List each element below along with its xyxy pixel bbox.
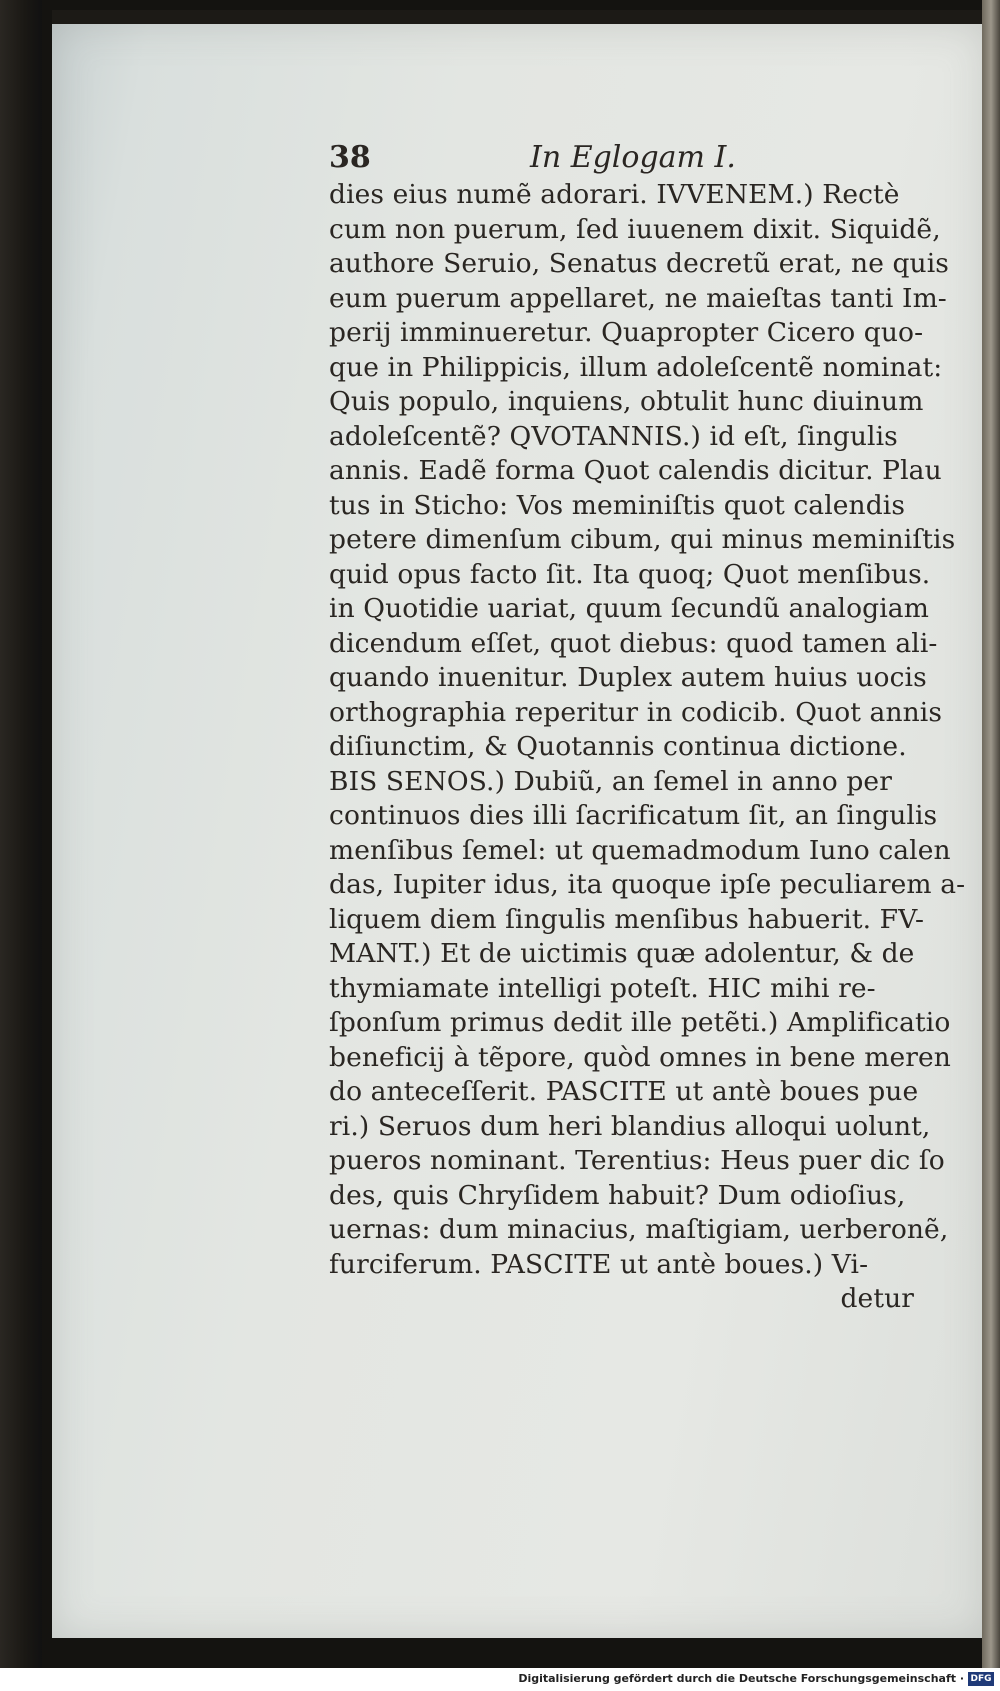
text-line: petere dimenſum cibum, qui minus meminiſtis bbox=[329, 524, 956, 555]
text-line: pueros nominant. Terentius: Heus puer dic ſo bbox=[329, 1145, 945, 1176]
page-header bbox=[277, 138, 937, 178]
text-line: eum puerum appellaret, ne maieſtas tanti Im- bbox=[329, 282, 947, 314]
text-line: cum non puerum, ſed iuuenem dixit. Siquidẽ, bbox=[329, 213, 941, 245]
text-line: diſiunctim, & Quotannis continua dictione. bbox=[329, 731, 907, 762]
text-line: BIS SENOS.) Dubiũ, an ſemel in anno per bbox=[329, 765, 892, 797]
text-line: perij imminueretur. Quapropter Cicero quo- bbox=[329, 317, 924, 348]
dfg-logo: DFG bbox=[968, 1672, 994, 1686]
text-line: adoleſcentẽ? QVOTANNIS.) id eſt, ſingulis bbox=[329, 420, 898, 452]
page-text-block bbox=[277, 138, 966, 1317]
text-line: tus in Sticho: Vos meminiſtis quot calendis bbox=[329, 489, 906, 521]
text-line: Quis populo, inquiens, obtulit hunc diuinum bbox=[329, 386, 924, 417]
text-line: que in Philippicis, illum adoleſcentẽ nominat: bbox=[329, 351, 943, 383]
funding-credit: Digitalisierung gefördert durch die Deutsche Forschungsgemeinschaft · bbox=[518, 1672, 964, 1685]
text-line: menſibus ſemel: ut quemadmodum Iuno calen bbox=[329, 834, 951, 866]
text-line: continuos dies illi ſacrificatum ſit, an ſingulis bbox=[329, 800, 938, 831]
catchword: detur bbox=[840, 1283, 914, 1314]
text-line: dies eius numẽ adorari. IVVENEM.) Rectè bbox=[329, 179, 900, 210]
body-text bbox=[277, 178, 966, 1317]
text-line: das, Iupiter idus, ita quoque ipſe peculiarem a- bbox=[329, 869, 966, 900]
text-line: beneficij à tẽpore, quòd omnes in bene meren bbox=[329, 1041, 951, 1073]
running-head: In Eglogam I. bbox=[530, 140, 736, 175]
text-line: quid opus facto ſit. Ita quoq; Quot menſibus. bbox=[329, 558, 931, 590]
text-line: quando inuenitur. Duplex autem huius uocis bbox=[329, 662, 927, 693]
text-line: des, quis Chryſidem habuit? Dum odioſius, bbox=[329, 1179, 906, 1211]
text-line: dicendum eſſet, quot diebus: quod tamen ali- bbox=[329, 627, 938, 659]
text-line: in Quotidie uariat, quum ſecundũ analogiam bbox=[329, 593, 929, 624]
text-line: furciferum. PASCITE ut antè boues.) Vi- bbox=[329, 1248, 869, 1280]
text-line: authore Seruio, Senatus decretũ erat, ne quis bbox=[329, 248, 950, 279]
text-line: orthographia reperitur in codicib. Quot annis bbox=[329, 696, 943, 728]
page-number: 38 bbox=[329, 140, 371, 175]
page-fore-edge bbox=[982, 0, 1000, 1668]
text-line: annis. Eadẽ forma Quot calendis dicitur. Plau bbox=[329, 455, 942, 486]
text-line: ſponſum primus dedit ille petẽti.) Amplificatio bbox=[329, 1007, 951, 1038]
book-spine-shadow bbox=[0, 0, 42, 1668]
text-line: MANT.) Et de uictimis quæ adolentur, & de bbox=[329, 938, 915, 969]
digitization-footer bbox=[0, 1668, 1000, 1691]
text-line: liquem diem ſingulis menſibus habuerit. FV- bbox=[329, 903, 925, 935]
text-line: ri.) Seruos dum heri blandius alloqui uolunt, bbox=[329, 1110, 931, 1142]
text-line: thymiamate intelligi poteſt. HIC mihi re- bbox=[329, 972, 876, 1004]
text-line: uernas: dum minacius, maſtigiam, uerberonẽ, bbox=[329, 1214, 949, 1245]
text-line: do anteceſſerit. PASCITE ut antè boues pue bbox=[329, 1076, 919, 1107]
